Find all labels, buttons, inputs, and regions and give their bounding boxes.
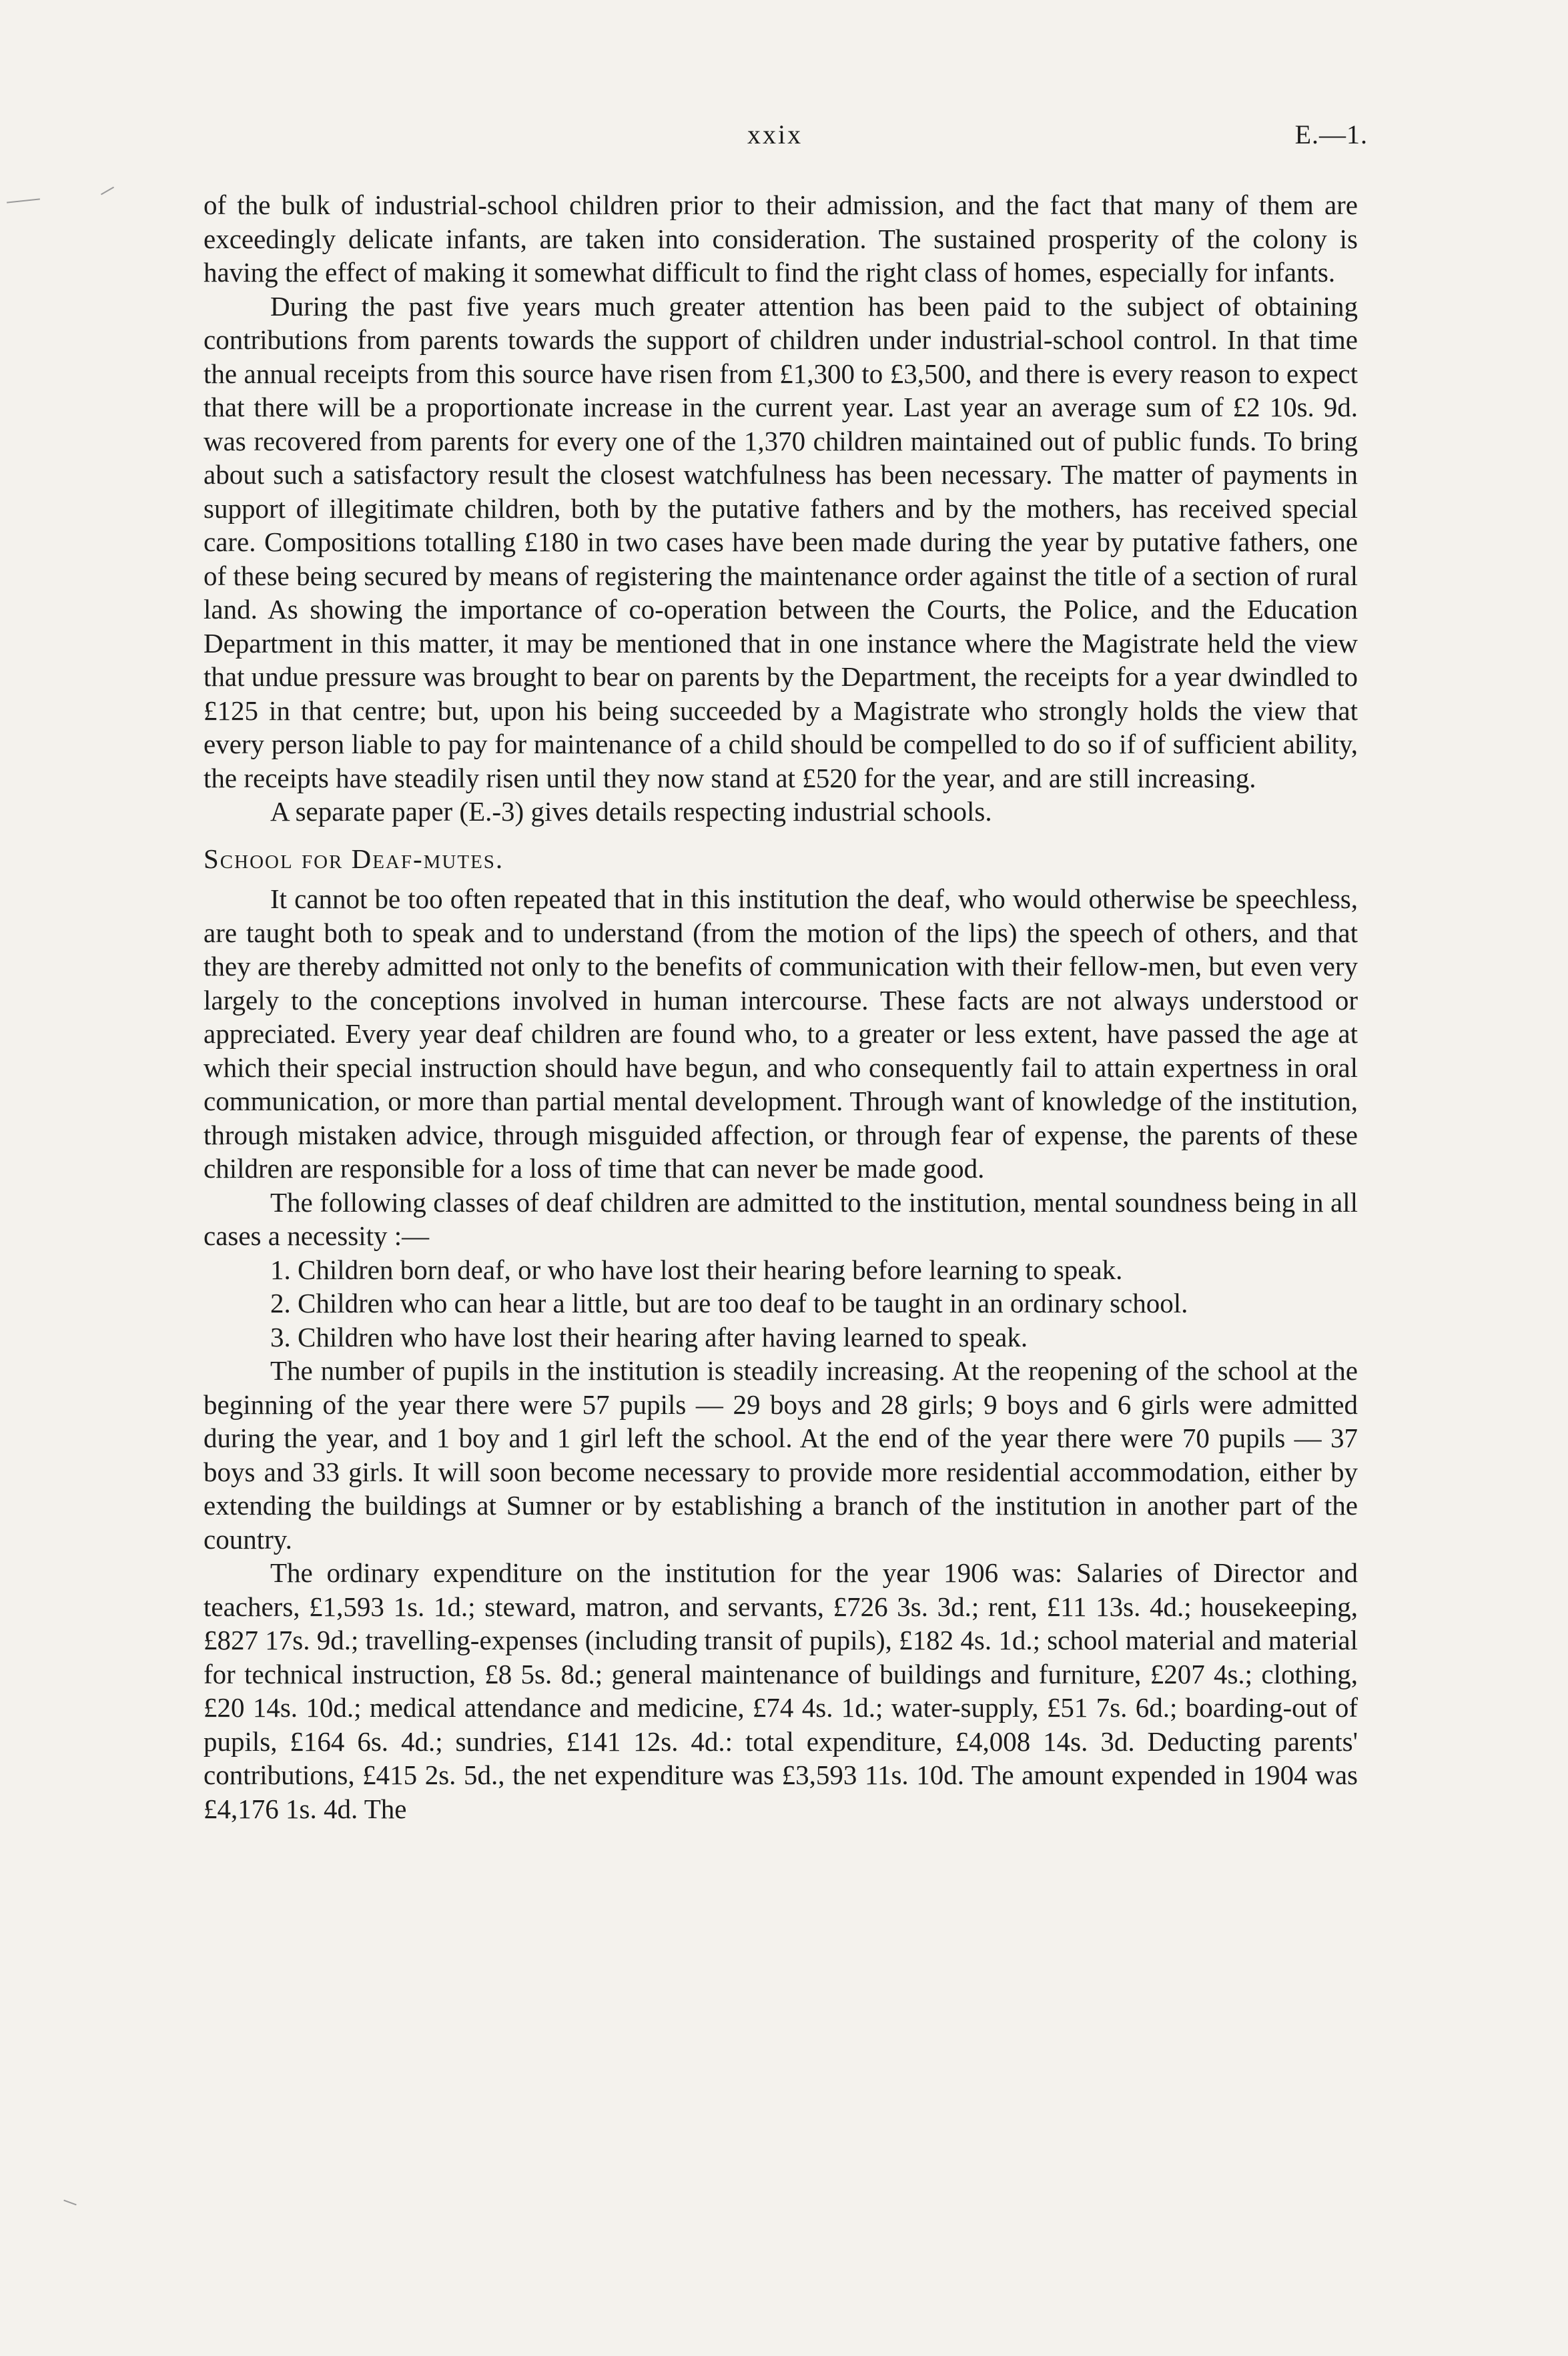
- margin-mark: [7, 198, 40, 203]
- body-text: [204, 188, 1358, 1826]
- list-item: 2. Children who can hear a little, but are too deaf to be taught in an ordinary school.: [270, 1288, 1188, 1318]
- paragraph: The ordinary expenditure on the institution for the year 1906 was: Salaries of Director and teachers, £1,593 1s. 1d.; steward, matron, and servants, £726 3s. 3d.; rent, £11 13s. 4d.; housekeeping, £827 17s. 9d.; travelling-expenses (including transit of pupils), £182 4s. 1d.; school material and material for technical instruction, £8 5s. 8d.; general maintenance of buildings and furniture, £207 4s.; clothing, £20 14s. 10d.; medical attendance and medicine, £74 4s. 1d.; water-supply, £51 7s. 6d.; boarding-out of pupils, £164 6s. 4d.; sundries, £141 12s. 4d.: total expenditure, £4,008 14s. 3d. Deducting parents' contributions, £415 2s. 5d., the net expenditure was £3,593 11s. 10d. The amount expended in 1904 was £4,176 1s. 4d. The: [204, 1557, 1358, 1824]
- paragraph: The number of pupils in the institution is steadily increasing. At the reopening of the school at the beginning of the year there were 57 pupils — 29 boys and 28 girls; 9 boys and 6 girls were admitted during the year, and 1 boy and 1 girl left the school. At the end of the year there were 70 pupils — 37 boys and 33 girls. It will soon become necessary to provide more residential accommodation, either by extending the buildings at Sumner or by establishing a branch of the institution in another part of the country.: [204, 1355, 1358, 1555]
- margin-mark: [63, 2200, 76, 2206]
- paragraph: A separate paper (E.-3) gives details respecting industrial schools.: [270, 796, 992, 827]
- page-number: xxix: [747, 119, 803, 149]
- paragraph: It cannot be too often repeated that in this institution the deaf, who would otherwise be speechless, are taught both to speak and to understand (from the motion of the lips) the speech of others, and that they are thereby admitted not only to the benefits of communication with their fellow-men, but even very largely to the conceptions involved in human intercourse. These facts are not always understood or appreciated. Every year deaf children are found who, to a greater or less extent, have passed the age at which their special instruction should have begun, and who consequently fail to attain expertness in oral communication, or more than partial mental development. Through want of knowledge of the institution, through mistaken advice, through misguided affection, or through fear of expense, the parents of these children are responsible for a loss of time that can never be made good.: [204, 883, 1358, 1184]
- margin-mark: [101, 187, 114, 195]
- section-heading: School for Deaf-mutes.: [204, 843, 504, 874]
- paragraph: of the bulk of industrial-school children prior to their admission, and the fact that many of them are exceedingly delicate infants, are taken into consideration. The sustained prosperity of the colony is having the effect of making it somewhat difficult to find the right class of homes, especially for infants.: [204, 189, 1358, 288]
- list-item: 3. Children who have lost their hearing after having learned to speak.: [270, 1321, 1028, 1352]
- list-item: 1. Children born deaf, or who have lost their hearing before learning to speak.: [270, 1254, 1123, 1285]
- paragraph: During the past five years much greater attention has been paid to the subject of obtaining contributions from parents towards the support of children under industrial-school control. In that time the annual receipts from this source have risen from £1,300 to £3,500, and there is every reason to expect that there will be a proportionate increase in the current year. Last year an average sum of £2 10s. 9d. was recovered from parents for every one of the 1,370 children maintained out of public funds. To bring about such a satisfactory result the closest watchfulness has been necessary. The matter of payments in support of illegitimate children, both by the putative fathers and by the mothers, has received special care. Compositions totalling £180 in two cases have been made during the year by putative fathers, one of these being secured by means of registering the maintenance order against the title of a section of rural land. As showing the importance of co-operation between the Courts, the Police, and the Education Department in this matter, it may be mentioned that in one instance where the Magistrate held the view that undue pressure was brought to bear on parents by the Department, the receipts for a year dwindled to £125 in that centre; but, upon his being succeeded by a Magistrate who strongly holds the view that every person liable to pay for maintenance of a child should be compelled to do so if of sufficient ability, the receipts have steadily risen until they now stand at £520 for the year, and are still increasing.: [204, 290, 1358, 793]
- document-code: E.—1.: [1294, 119, 1368, 149]
- paragraph: The following classes of deaf children are admitted to the institution, mental soundness being in all cases a necessity :—: [204, 1186, 1358, 1251]
- page-header: [0, 119, 1568, 159]
